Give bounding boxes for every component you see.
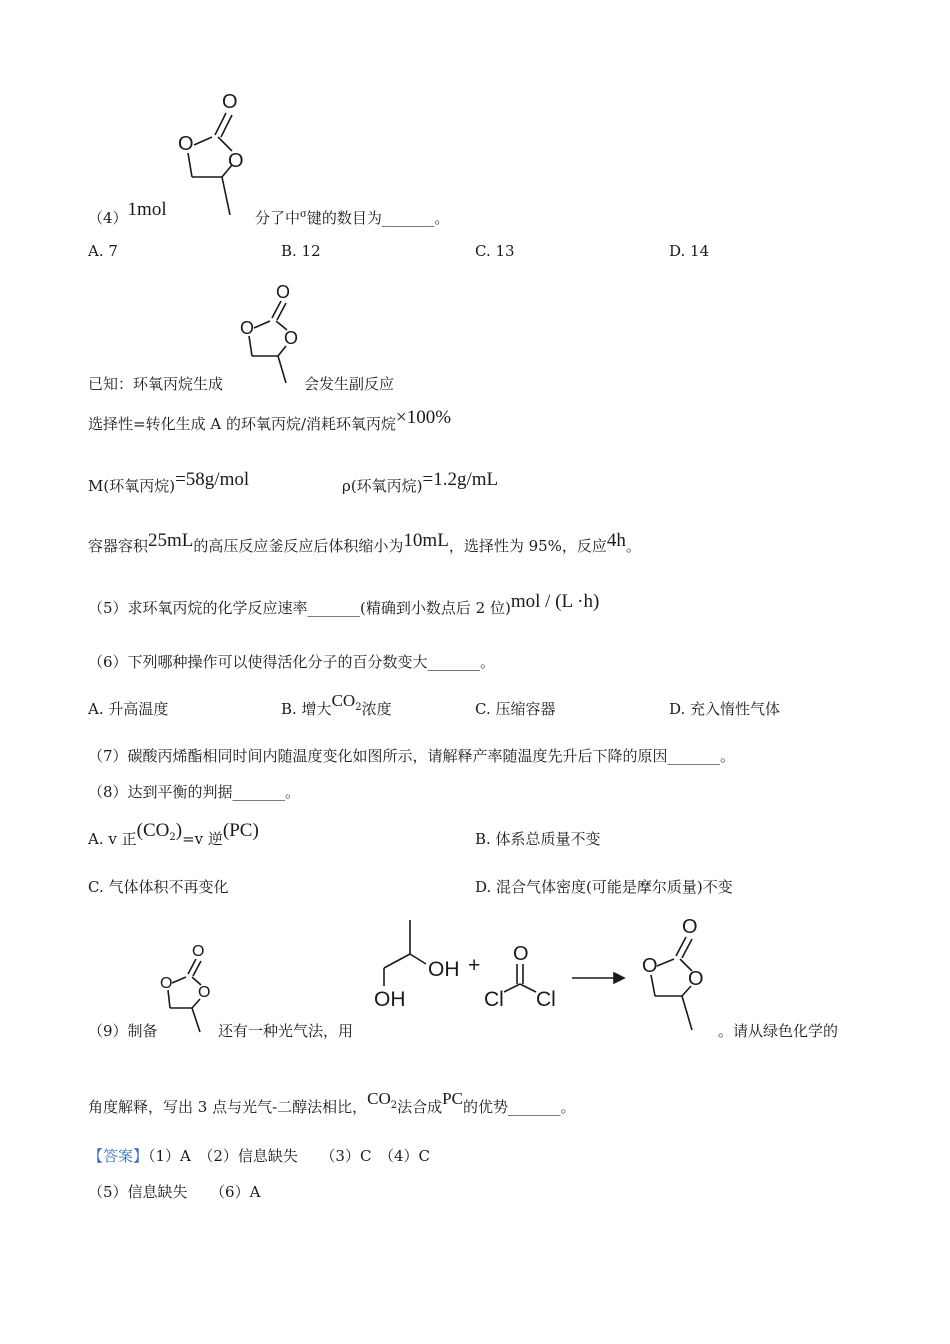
svg-text:O: O bbox=[513, 943, 529, 965]
q6-stem: （6）下列哪种操作可以使得活化分子的百分数变大_______。 bbox=[88, 653, 496, 671]
known-side-reaction: 会发生副反应 bbox=[304, 375, 395, 393]
q5-stem: （5）求环氧丙烷的化学反应速率_______(精确到小数点后 2 位)mol / (L ·h) bbox=[88, 591, 600, 617]
q4-option-d: D. 14 bbox=[669, 242, 710, 260]
svg-text:OH: OH bbox=[428, 958, 460, 981]
svg-text:O: O bbox=[284, 328, 299, 348]
svg-text:O: O bbox=[178, 133, 194, 155]
q7-stem: （7）碳酸丙烯酯相同时间内随温度变化如图所示，请解释产率随温度先升后下降的原因_______。 bbox=[88, 747, 736, 765]
svg-text:O: O bbox=[192, 943, 205, 960]
answer-line-2: （5）信息缺失 （6）A bbox=[88, 1183, 261, 1201]
q6-option-c: C. 压缩容器 bbox=[475, 700, 556, 718]
svg-text:O: O bbox=[228, 150, 244, 172]
svg-text:Cl: Cl bbox=[536, 988, 556, 1011]
density: ρ(环氧丙烷)=1.2g/mL bbox=[342, 469, 499, 495]
svg-text:O: O bbox=[688, 968, 704, 990]
svg-text:O: O bbox=[276, 282, 291, 302]
propylene-carbonate-structure-2 bbox=[230, 278, 310, 386]
answer-line-1: 【答案】（1）A （2）信息缺失 （3）C （4）C bbox=[88, 1147, 430, 1165]
svg-text:OH: OH bbox=[374, 988, 406, 1011]
q4-option-a: A. 7 bbox=[88, 242, 118, 260]
q4-option-c: C. 13 bbox=[475, 242, 515, 260]
q8-stem: （8）达到平衡的判据_______。 bbox=[88, 783, 301, 801]
q8-option-d: D. 混合气体密度(可能是摩尔质量)不变 bbox=[475, 878, 733, 896]
q6-option-a: A. 升高温度 bbox=[88, 700, 169, 718]
vessel-conditions: 容器容积25mL的高压反应釜反应后体积缩小为10mL，选择性为 95%，反应4h。 bbox=[88, 530, 641, 555]
q9-stem-mid: 还有一种光气法，用 bbox=[218, 1022, 354, 1040]
q8-option-a: A. v 正$(CO^2)=v$ 逆(PC) bbox=[88, 820, 259, 848]
q4-stem-end: 分了中$^\sigma$键的数目为_______。 bbox=[255, 209, 450, 227]
svg-text:O: O bbox=[682, 916, 698, 938]
q9-stem-start: （9）制备 bbox=[88, 1022, 158, 1040]
q8-option-b: B. 体系总质量不变 bbox=[475, 830, 601, 848]
q9-stem-end: 。请从绿色化学的 bbox=[718, 1022, 839, 1040]
answer-tag: 【答案】 bbox=[88, 1147, 149, 1165]
svg-text:+: + bbox=[468, 954, 481, 977]
svg-text:O: O bbox=[198, 984, 211, 1001]
svg-text:O: O bbox=[222, 91, 238, 113]
q6-option-b: B. 增大$CO^2$浓度 bbox=[281, 691, 392, 718]
q9-stem-line2: 角度解释，写出 3 点与光气-二醇法相比，$CO^2$法合成PC的优势_______。 bbox=[88, 1089, 576, 1116]
propylene-carbonate-structure-3 bbox=[150, 940, 220, 1035]
q4-option-b: B. 12 bbox=[281, 242, 321, 260]
q8-option-c: C. 气体体积不再变化 bbox=[88, 878, 229, 896]
propylene-carbonate-structure-1 bbox=[160, 85, 260, 220]
svg-text:O: O bbox=[160, 975, 173, 992]
q6-option-d: D. 充入惰性气体 bbox=[669, 700, 781, 718]
phosgene-reaction-scheme bbox=[370, 912, 710, 1037]
known-intro: 已知：环氧丙烷生成 bbox=[88, 375, 224, 393]
svg-text:O: O bbox=[642, 955, 658, 977]
svg-text:Cl: Cl bbox=[484, 988, 504, 1011]
svg-text:O: O bbox=[240, 318, 255, 338]
molar-mass: M(环氧丙烷)=58g/mol bbox=[88, 469, 250, 495]
selectivity-definition: 选择性=转化生成 A 的环氧丙烷/消耗环氧丙烷×100% bbox=[88, 407, 452, 433]
q4-stem: （4）1mol bbox=[88, 199, 167, 227]
